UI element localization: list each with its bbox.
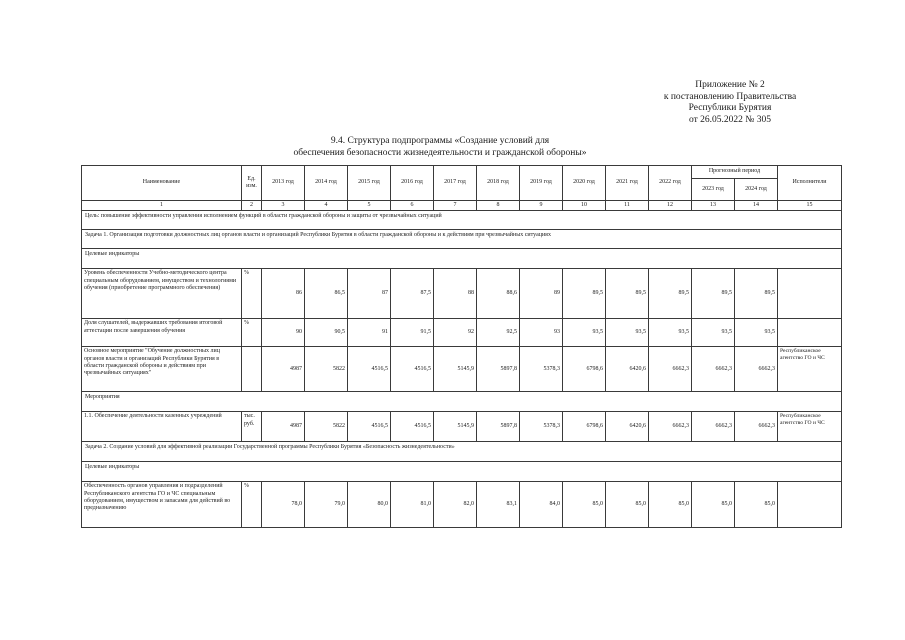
appendix-line-4: от 26.05.2022 № 305 [689, 114, 771, 125]
row-value: 79,0 [305, 482, 348, 528]
row-value: 78,0 [262, 482, 305, 528]
indicators2-row [82, 462, 842, 482]
row-value: 92,5 [477, 319, 520, 347]
row-value: 6662,3 [692, 412, 735, 442]
row-value: 93,5 [692, 319, 735, 347]
header-year: 2021 год [606, 166, 649, 201]
row-value: 5822 [305, 347, 348, 392]
row-value: 80,0 [348, 482, 391, 528]
header-forecast: Прогнозный период [692, 166, 778, 179]
table-row [82, 412, 842, 442]
row-name: Уровень обеспеченности Учебно-методического центра специальным оборудованием, имуществом и технологиями обучения (приобретение программного обеспечения) [82, 269, 242, 319]
header-executors: Исполнители [778, 166, 842, 201]
row-name: Обеспеченность органов управления и подразделений Республиканского агентства ГО и ЧС специальным оборудованием, имуществом и запасами для действий во предназначению [82, 482, 242, 528]
row-value: 6662,3 [735, 347, 778, 392]
col-number: 3 [262, 201, 305, 211]
header-unit: Ед. изм. [242, 166, 262, 201]
row-value: 93,5 [649, 319, 692, 347]
appendix-line-1: Приложение № 2 [695, 80, 765, 90]
title-line-1: 9.4. Структура подпрограммы «Создание условий для [330, 136, 550, 146]
col-number: 15 [778, 201, 842, 211]
document-title [210, 136, 670, 159]
row-unit: % [242, 319, 262, 347]
row-value: 87 [348, 269, 391, 319]
table-row [82, 482, 842, 528]
header-year: 2013 год [262, 166, 305, 201]
header-year: 2016 год [391, 166, 434, 201]
header-year: 2018 год [477, 166, 520, 201]
indicators1-text: Целевые индикаторы [82, 249, 842, 269]
task1-text: Задача 1. Организация подготовки должностных лиц органов власти и организаций Республики Бурятия в области гражданской обороны и к действиям при чрезвычайных ситуациях [82, 230, 842, 249]
row-value: 93,5 [735, 319, 778, 347]
task2-row [82, 442, 842, 462]
row-value: 93,5 [606, 319, 649, 347]
row-unit [242, 347, 262, 392]
row-value: 4987 [262, 347, 305, 392]
row-value: 91 [348, 319, 391, 347]
row-value: 5378,3 [520, 347, 563, 392]
row-value: 5822 [305, 412, 348, 442]
row-value: 85,0 [606, 482, 649, 528]
row-value: 5378,3 [520, 412, 563, 442]
goal-row [82, 211, 842, 230]
column-numbers-row [82, 201, 842, 211]
row-value: 6662,3 [692, 347, 735, 392]
row-value: 4516,5 [348, 347, 391, 392]
row-value: 5897,8 [477, 347, 520, 392]
row-value: 92 [434, 319, 477, 347]
row-value: 89,5 [563, 269, 606, 319]
header-row-1 [82, 166, 842, 179]
row-value: 93 [520, 319, 563, 347]
row-value: 93,5 [563, 319, 606, 347]
row-value: 6420,6 [606, 412, 649, 442]
col-number: 1 [82, 201, 242, 211]
row-value: 82,0 [434, 482, 477, 528]
indicators2-text: Целевые индикаторы [82, 462, 842, 482]
row-executor [778, 482, 842, 528]
row-value: 85,0 [563, 482, 606, 528]
header-name: Наименование [82, 166, 242, 201]
header-forecast-year: 2023 год [692, 179, 735, 201]
indicators1-row [82, 249, 842, 269]
row-value: 5145,9 [434, 412, 477, 442]
row-value: 87,5 [391, 269, 434, 319]
col-number: 12 [649, 201, 692, 211]
row-value: 89,5 [649, 269, 692, 319]
row-value: 5145,9 [434, 347, 477, 392]
row-value: 85,0 [735, 482, 778, 528]
header-forecast-year: 2024 год [735, 179, 778, 201]
row-name: Доля слушателей, выдержавших требования итоговой аттестации после завершения обучения [82, 319, 242, 347]
structure-table [81, 165, 842, 528]
row-value: 6798,6 [563, 412, 606, 442]
row-value: 4516,5 [391, 412, 434, 442]
goal-text: Цель: повышение эффективности управления исполнением функций в области гражданской обороны и защиты от чрезвычайных ситуаций [82, 211, 842, 230]
appendix-note [640, 80, 820, 126]
col-number: 11 [606, 201, 649, 211]
table-row [82, 269, 842, 319]
row-value: 4987 [262, 412, 305, 442]
row-value: 83,1 [477, 482, 520, 528]
col-number: 8 [477, 201, 520, 211]
col-number: 13 [692, 201, 735, 211]
row-value: 6662,3 [649, 347, 692, 392]
row-executor [778, 269, 842, 319]
table-row [82, 347, 842, 392]
row-unit: % [242, 269, 262, 319]
col-number: 10 [563, 201, 606, 211]
col-number: 14 [735, 201, 778, 211]
measures-row [82, 392, 842, 412]
row-value: 6662,3 [649, 412, 692, 442]
table-row [82, 319, 842, 347]
row-value: 88 [434, 269, 477, 319]
header-year: 2019 год [520, 166, 563, 201]
row-unit: тыс. руб. [242, 412, 262, 442]
header-year: 2017 год [434, 166, 477, 201]
row-unit: % [242, 482, 262, 528]
row-value: 86,5 [305, 269, 348, 319]
row-value: 85,0 [692, 482, 735, 528]
col-number: 5 [348, 201, 391, 211]
row-value: 90 [262, 319, 305, 347]
col-number: 9 [520, 201, 563, 211]
row-name: Основное мероприятие "Обучение должностных лиц органов власти и организаций Республики Бурятия в области гражданской обороны и действиям при чрезвычайных ситуациях" [82, 347, 242, 392]
row-value: 6798,6 [563, 347, 606, 392]
measures-text: Мероприятия [82, 392, 842, 412]
row-value: 86 [262, 269, 305, 319]
row-value: 89,5 [606, 269, 649, 319]
title-line-2: обеспечения безопасности жизнедеятельности и гражданской обороны» [293, 147, 587, 158]
row-executor [778, 319, 842, 347]
col-number: 7 [434, 201, 477, 211]
header-year: 2022 год [649, 166, 692, 201]
row-name: 1.1. Обеспечение деятельности казенных учреждений [82, 412, 242, 442]
row-value: 91,5 [391, 319, 434, 347]
header-year: 2014 год [305, 166, 348, 201]
appendix-line-3: Республики Бурятия [688, 103, 772, 113]
row-value: 6662,3 [735, 412, 778, 442]
col-number: 2 [242, 201, 262, 211]
row-executor: Республиканское агентство ГО и ЧС [778, 347, 842, 392]
row-value: 90,5 [305, 319, 348, 347]
row-value: 84,0 [520, 482, 563, 528]
task2-text: Задача 2. Создание условий для эффективной реализации Государственной программы Республики Бурятия «Безопасность жизнедеятельности» [82, 442, 842, 462]
row-value: 4516,5 [348, 412, 391, 442]
appendix-line-2: к постановлению Правительства [663, 91, 797, 102]
row-value: 5897,8 [477, 412, 520, 442]
row-value: 81,0 [391, 482, 434, 528]
col-number: 4 [305, 201, 348, 211]
header-year: 2020 год [563, 166, 606, 201]
row-value: 89 [520, 269, 563, 319]
row-value: 89,5 [692, 269, 735, 319]
row-value: 4516,5 [391, 347, 434, 392]
row-value: 89,5 [735, 269, 778, 319]
col-number: 6 [391, 201, 434, 211]
row-executor: Республиканское агентство ГО и ЧС [778, 412, 842, 442]
row-value: 88,6 [477, 269, 520, 319]
header-year: 2015 год [348, 166, 391, 201]
row-value: 85,0 [649, 482, 692, 528]
row-value: 6420,6 [606, 347, 649, 392]
task1-row [82, 230, 842, 249]
